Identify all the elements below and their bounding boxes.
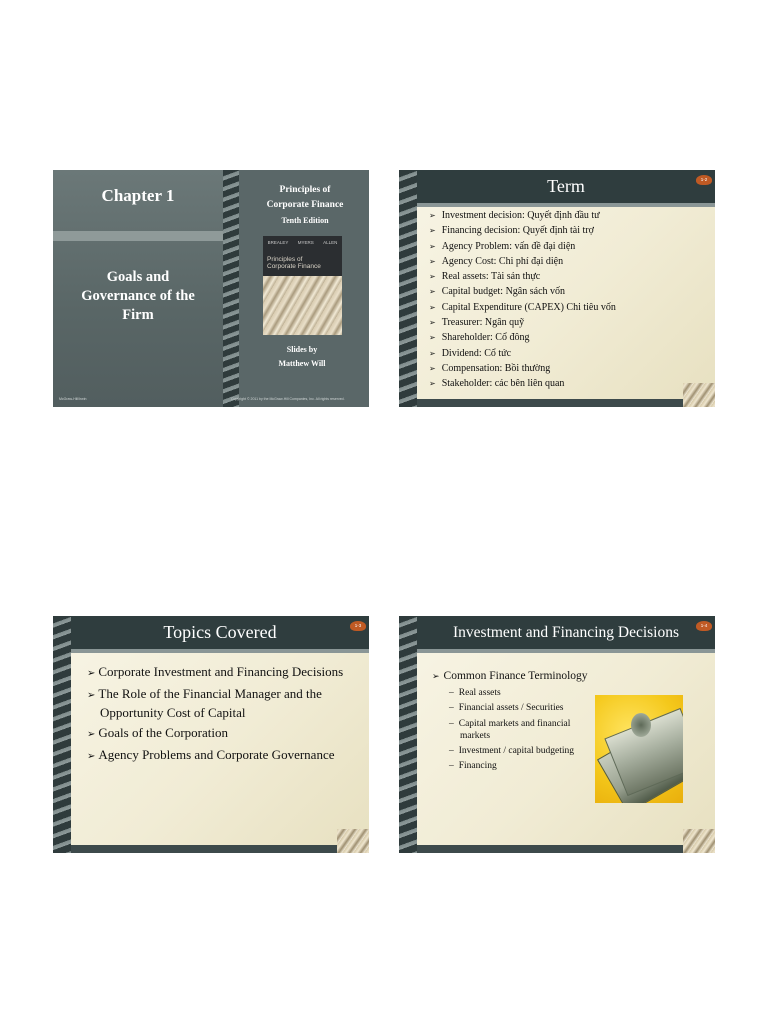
chapter-title-line: Goals and xyxy=(106,269,170,285)
list-item: – Financing xyxy=(449,760,589,772)
list-item: ➢ Agency Problem: vấn đề đại diện xyxy=(429,239,616,254)
corner-decoration xyxy=(683,829,715,853)
list-item: ➢ The Role of the Financial Manager and the Opportunity Cost of Capital xyxy=(87,685,357,721)
cover-title xyxy=(267,256,321,270)
chapter-title-line: Firm xyxy=(122,307,154,323)
slide-footer-bar xyxy=(417,399,715,407)
slide-footer-bar xyxy=(417,845,715,853)
list-item: ➢ Shareholder: Cổ đông xyxy=(429,330,616,345)
list-item: ➢ Investment decision: Quyết định đầu tư xyxy=(429,208,616,223)
list-item: ➢ Corporate Investment and Financing Decisions xyxy=(87,663,357,682)
slide-title-text: Investment and Financing Decisions xyxy=(453,624,679,641)
cover-title-line: Principles of xyxy=(267,256,303,263)
slide-topics xyxy=(53,616,369,853)
binding-spine xyxy=(53,616,71,853)
list-item: ➢ Agency Problems and Corporate Governance xyxy=(87,746,357,765)
book-title-line: Principles of xyxy=(279,185,331,195)
slides-author-line: Matthew Will xyxy=(278,359,326,368)
chapter-title xyxy=(53,268,223,325)
money-photo xyxy=(595,695,683,803)
list-item: ➢ Real assets: Tài sản thực xyxy=(429,269,616,284)
slide-number-badge: 1-4 xyxy=(696,621,712,631)
slide-number-badge: 1-2 xyxy=(696,175,712,185)
binding-spine xyxy=(399,616,417,853)
cover-author: ALLEN xyxy=(323,240,338,245)
slides-author xyxy=(253,343,351,371)
cover-artwork xyxy=(263,276,342,335)
list-item: ➢ Compensation: Bồi thường xyxy=(429,361,616,376)
title-divider xyxy=(53,231,223,241)
list-item: ➢ Agency Cost: Chi phí đại diện xyxy=(429,254,616,269)
corner-decoration xyxy=(683,383,715,407)
book-title-line: Corporate Finance xyxy=(266,200,344,210)
cover-author: BREALEY xyxy=(267,240,289,245)
slide-title xyxy=(53,170,369,407)
binding-spine xyxy=(223,170,239,407)
terminology-list xyxy=(449,687,589,776)
list-item: – Investment / capital budgeting xyxy=(449,745,589,757)
cover-author: MYERS xyxy=(297,240,314,245)
copyright-footer: Copyright © 2011 by the McGraw-Hill Companies, Inc. All rights reserved. xyxy=(231,397,345,401)
main-bullet: ➢ Common Finance Terminology xyxy=(432,670,588,682)
banknote-portrait xyxy=(631,713,651,737)
corner-decoration xyxy=(337,829,369,853)
list-item: – Capital markets and financial markets xyxy=(449,718,589,743)
list-item: ➢ Financing decision: Quyết định tài trợ xyxy=(429,223,616,238)
list-item: ➢ Dividend: Cổ tức xyxy=(429,346,616,361)
list-item: – Financial assets / Securities xyxy=(449,702,589,714)
slide-number-badge: 1-3 xyxy=(350,621,366,631)
book-cover-image xyxy=(263,236,342,335)
slide-title-text: Term xyxy=(547,176,585,196)
publisher-footer: McGraw-Hill/Irwin xyxy=(59,397,87,401)
list-item: ➢ Goals of the Corporation xyxy=(87,724,357,743)
book-edition: Tenth Edition xyxy=(281,216,329,225)
list-item: ➢ Treasurer: Ngân quỹ xyxy=(429,315,616,330)
list-item: – Real assets xyxy=(449,687,589,699)
slide-term xyxy=(399,170,715,407)
topics-list xyxy=(87,663,357,768)
list-item: ➢ Stakeholder: các bên liên quan xyxy=(429,376,616,391)
chapter-title-line: Governance of the xyxy=(81,288,195,304)
list-item: ➢ Capital budget: Ngân sách vốn xyxy=(429,284,616,299)
cover-authors xyxy=(263,240,342,245)
book-title xyxy=(263,183,347,228)
slide-title-text: Topics Covered xyxy=(163,622,277,642)
term-list xyxy=(429,208,616,392)
slide-footer-bar xyxy=(71,845,369,853)
slide-investment-financing xyxy=(399,616,715,853)
list-item: ➢ Capital Expenditure (CAPEX) Chi tiêu vốn xyxy=(429,300,616,315)
chapter-heading: Chapter 1 xyxy=(101,186,175,205)
cover-title-line: Corporate Finance xyxy=(267,263,321,270)
binding-spine xyxy=(399,170,417,407)
slides-author-line: Slides by xyxy=(286,345,318,354)
